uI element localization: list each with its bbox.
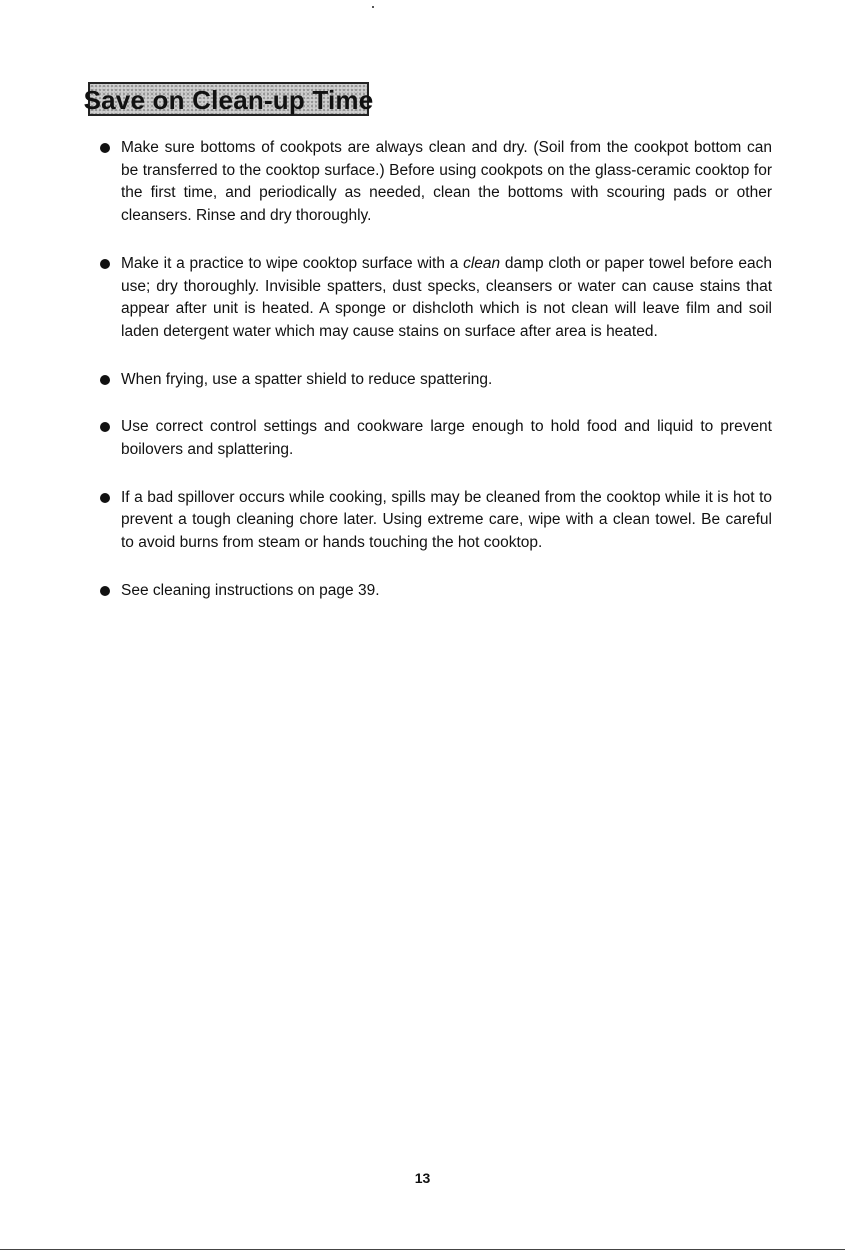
item-text: Make it a practice to wipe cooktop surface with a — [121, 254, 464, 272]
bullet-icon — [100, 375, 110, 385]
page-bottom-edge — [0, 1249, 845, 1250]
tips-list — [100, 137, 772, 628]
item-text: Use correct control settings and cookware large enough to hold food and liquid to prevent boilovers and splattering. — [121, 418, 772, 459]
item-text-continued: damp cloth or paper towel before each use; dry thoroughly. Invisible spatters, dust specks, cleansers or water can cause stains that appear after unit is heated. A sponge or dishcloth which is not clean will leave film and soil laden detergent water which may cause stains on surface after area is heated. — [121, 254, 773, 340]
list-item — [100, 580, 772, 603]
item-text: See cleaning instructions on page 39. — [121, 581, 380, 599]
scan-speck — [372, 6, 374, 8]
section-heading-box — [83, 82, 374, 116]
item-text: If a bad spillover occurs while cooking, spills may be cleaned from the cooktop while it is hot to prevent a tough cleaning chore later. Using extreme care, wipe with a clean towel. Be careful to avoid burns from steam or hands touching the hot cooktop. — [121, 488, 772, 552]
bullet-icon — [100, 422, 110, 432]
item-text: When frying, use a spatter shield to reduce spattering. — [121, 370, 493, 388]
bullet-icon — [100, 493, 110, 503]
bullet-icon — [100, 586, 110, 596]
list-item — [100, 137, 772, 228]
list-item — [100, 253, 772, 344]
item-emphasis: clean — [463, 254, 501, 272]
list-item — [100, 369, 772, 392]
bullet-icon — [100, 259, 110, 269]
bullet-icon — [100, 143, 110, 153]
section-heading: Save on Clean-up Time — [83, 84, 374, 115]
item-text: Make sure bottoms of cookpots are always clean and dry. (Soil from the cookpot bottom can be transferred to the cooktop surface.) Before using cookpots on the glass-ceramic cooktop for the first time, and periodically as needed, clean the bottoms with scouring pads or other cleansers. Rinse and dry thoroughly. — [121, 139, 772, 225]
list-item — [100, 416, 772, 461]
list-item — [100, 487, 772, 555]
page-number: 13 — [414, 1170, 431, 1186]
